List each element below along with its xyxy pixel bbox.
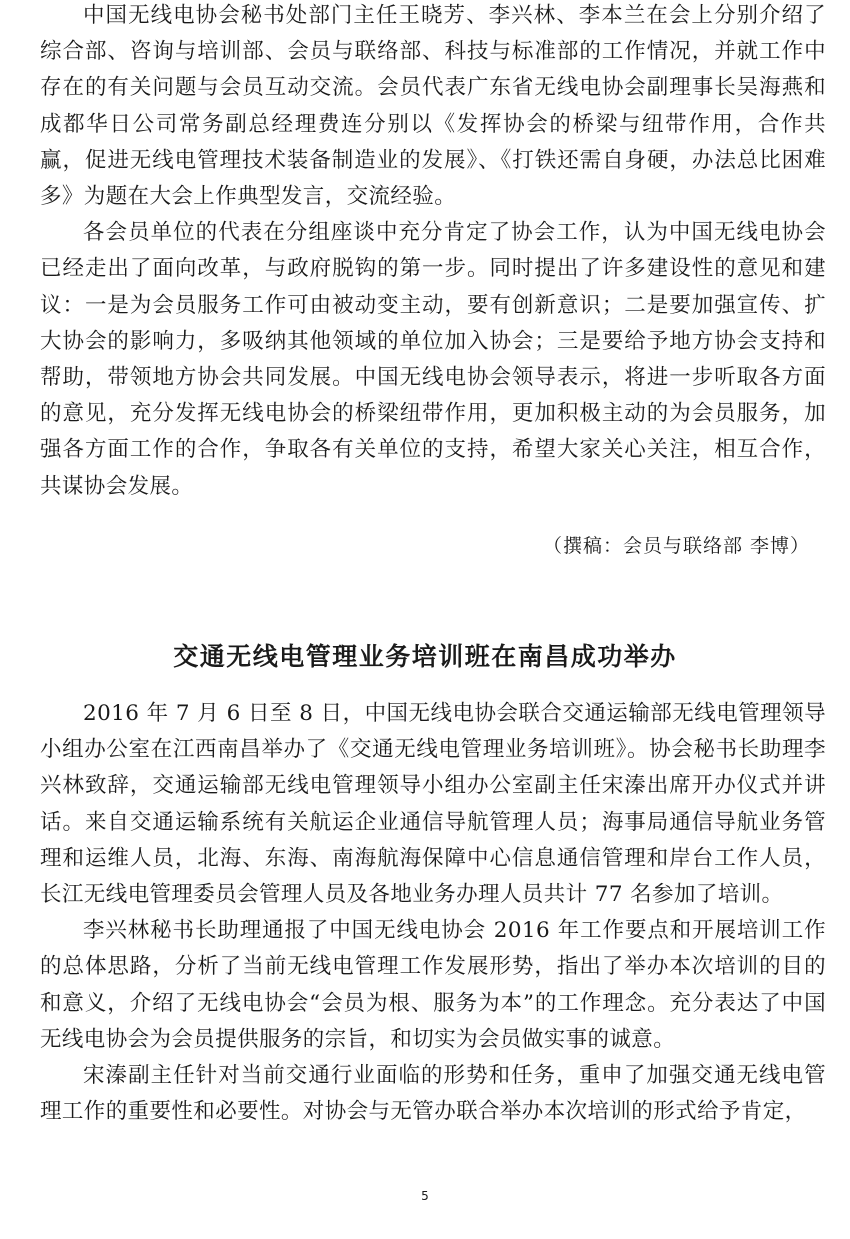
article-2-body bbox=[40, 696, 826, 1130]
article-1-body bbox=[40, 0, 826, 505]
article-2-paragraph-3: 宋溱副主任针对当前交通行业面临的形势和任务，重申了加强交通无线电管理工作的重要性和必要性。对协会与无管办联合举办本次培训的形式给予肯定， bbox=[40, 1063, 826, 1125]
article-1-paragraph-2: 各会员单位的代表在分组座谈中充分肯定了协会工作，认为中国无线电协会已经走出了面向改革，与政府脱钩的第一步。同时提出了许多建设性的意见和建议：一是为会员服务工作可由被动变主动，要有创新意识；二是要加强宣传、扩大协会的影响力，多吸纳其他领域的单位加入协会；三是要给予地方协会支持和帮助，带领地方协会共同发展。中国无线电协会领导表示，将进一步听取各方面的意见，充分发挥无线电协会的桥梁纽带作用，更加积极主动的为会员服务，加强各方面工作的合作，争取各有关单位的支持，希望大家关心关注，相互合作，共谋协会发展。 bbox=[40, 220, 826, 499]
article-2-paragraph-2: 李兴林秘书长助理通报了中国无线电协会 2016 年工作要点和开展培训工作的总体思路，分析了当前无线电管理工作发展形势，指出了举办本次培训的目的和意义，介绍了无线电协会“会员为根、服务为本”的工作理念。充分表达了中国无线电协会为会员提供服务的宗旨，和切实为会员做实事的诚意。 bbox=[40, 918, 826, 1052]
article-1-credit: （撰稿：会员与联络部 李博） bbox=[542, 535, 810, 557]
article-2-title: 交通无线电管理业务培训班在南昌成功举办 bbox=[173, 642, 677, 671]
page-number: 5 bbox=[421, 1189, 429, 1203]
article-2-paragraph-1: 2016 年 7 月 6 日至 8 日，中国无线电协会联合交通运输部无线电管理领导小组办公室在江西南昌举办了《交通无线电管理业务培训班》。协会秘书长助理李兴林致辞，交通运输部无线电管理领导小组办公室副主任宋溱出席开办仪式并讲话。来自交通运输系统有关航运企业通信导航管理人员；海事局通信导航业务管理和运维人员，北海、东海、南海航海保障中心信息通信管理和岸台工作人员，长江无线电管理委员会管理人员及各地业务办理人员共计 77 名参加了培训。 bbox=[40, 701, 826, 908]
article-1-paragraph-1: 中国无线电协会秘书处部门主任王晓芳、李兴林、李本兰在会上分别介绍了综合部、咨询与培训部、会员与联络部、科技与标准部的工作情况，并就工作中存在的有关问题与会员互动交流。会员代表广东省无线电协会副理事长吴海燕和成都华日公司常务副总经理费连分别以《发挥协会的桥梁与纽带作用，合作共赢，促进无线电管理技术装备制造业的发展》、《打铁还需自身硬，办法总比困难多》为题在大会上作典型发言，交流经验。 bbox=[40, 3, 826, 210]
